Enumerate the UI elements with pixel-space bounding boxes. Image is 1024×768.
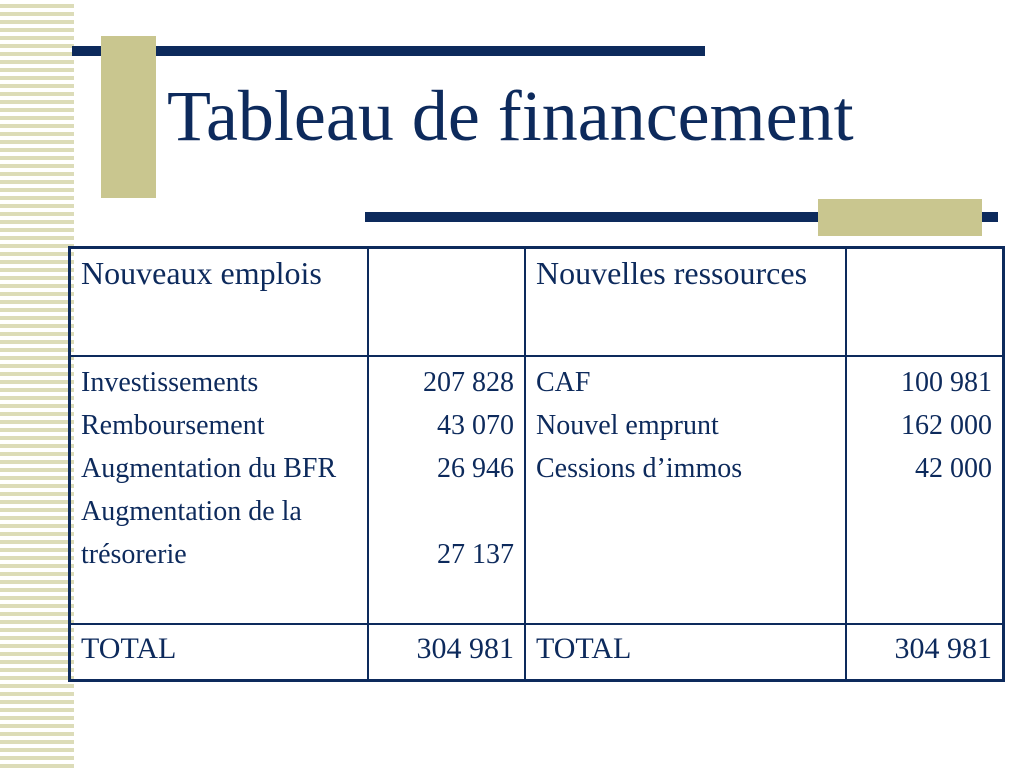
table-body-row bbox=[70, 356, 1004, 624]
financing-table bbox=[68, 246, 1005, 682]
uses-item-value: 43 070 bbox=[436, 409, 514, 441]
uses-item-label: Augmentation du BFR bbox=[81, 452, 337, 484]
uses-item-label: Remboursement bbox=[81, 409, 265, 441]
resources-values-cell bbox=[846, 356, 1004, 624]
uses-item-value: 207 828 bbox=[422, 366, 514, 398]
uses-item-value: 27 137 bbox=[436, 538, 514, 570]
uses-item-label: Investissements bbox=[81, 366, 259, 398]
resources-item-value: 100 981 bbox=[901, 366, 992, 398]
slide-title: Tableau de financement bbox=[167, 76, 854, 156]
total-resources-label: TOTAL bbox=[525, 624, 846, 681]
resources-item-label: Cessions d’immos bbox=[535, 452, 743, 484]
top-rule bbox=[72, 46, 705, 56]
uses-item-label: Augmentation de la trésorerie bbox=[81, 495, 302, 570]
table-total-row bbox=[70, 624, 1004, 681]
olive-accent-block-right bbox=[818, 199, 982, 236]
header-resources-label: Nouvelles ressources bbox=[525, 248, 846, 356]
spacer bbox=[379, 490, 514, 533]
total-resources-value: 304 981 bbox=[846, 624, 1004, 681]
header-resources-value bbox=[846, 248, 1004, 356]
resources-labels-cell bbox=[525, 356, 846, 624]
header-uses-label: Nouveaux emplois bbox=[70, 248, 369, 356]
table-header-row bbox=[70, 248, 1004, 356]
resources-item-value: 42 000 bbox=[915, 452, 992, 484]
uses-values-cell bbox=[368, 356, 525, 624]
header-uses-value bbox=[368, 248, 525, 356]
resources-item-value: 162 000 bbox=[901, 409, 992, 441]
total-uses-label: TOTAL bbox=[70, 624, 369, 681]
decorative-stripes bbox=[0, 0, 74, 768]
uses-labels-cell bbox=[70, 356, 369, 624]
total-uses-value: 304 981 bbox=[368, 624, 525, 681]
resources-item-label: CAF bbox=[535, 366, 591, 398]
olive-accent-block-left bbox=[101, 36, 156, 198]
resources-item-label: Nouvel emprunt bbox=[535, 409, 719, 441]
uses-item-value: 26 946 bbox=[436, 452, 514, 484]
